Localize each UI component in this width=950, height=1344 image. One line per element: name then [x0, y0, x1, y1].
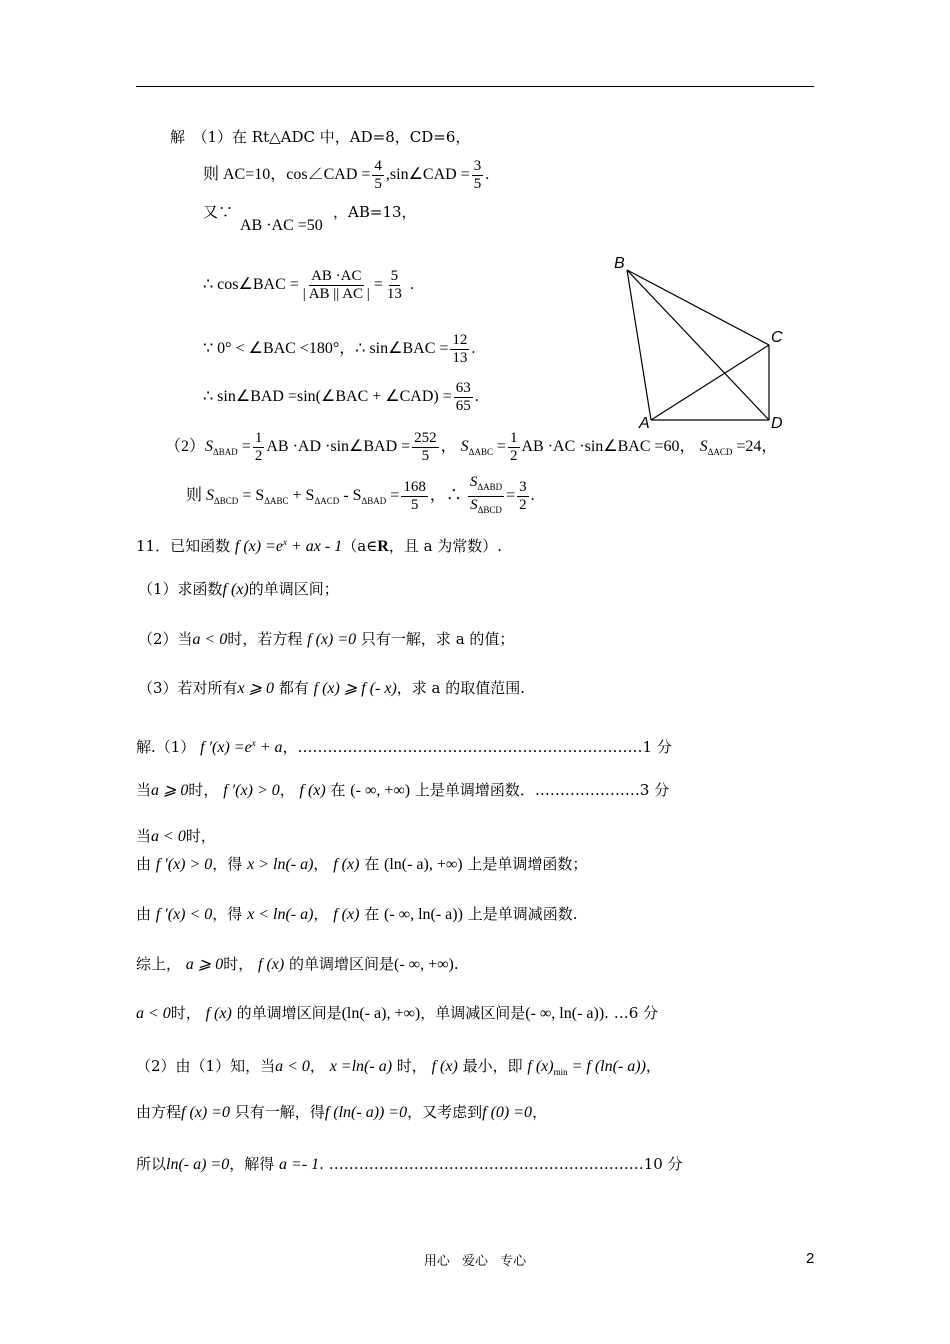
- quadrilateral-figure: [606, 250, 806, 440]
- sol10-line1: 解 （1）在 Rt△ADC 中，AD=8，CD=6，: [170, 128, 471, 146]
- sol11-line10: 所以ln(- a) =0，解得 a =- 1. ………………………………………………………10 分: [136, 1155, 683, 1173]
- vector-product: AB ·AC =50: [240, 217, 323, 234]
- sol11-line7: a < 0时， f (x) 的单调增区间是(ln(- a), +∞)，单调减区间是(- ∞, ln(- a)). …6 分: [136, 1004, 659, 1022]
- sol11-line1: 解.（1） f $'(x) =e^x + a$，……………………………………………………………1 分: [136, 738, 672, 756]
- q11-part1: （1）求函数f (x)的单调区间；: [138, 580, 339, 598]
- sol11-line2: 当a ⩾ 0时， f ′(x) > 0， f (x) 在 (- ∞, +∞) 上是单调增函数．…………………3 分: [136, 781, 670, 799]
- q11-stem: 11．已知函数 f $(x) =e^x$ + ax - 1（a∈R，且 a 为常数）.: [136, 537, 503, 555]
- vertex-a-label: A: [639, 415, 650, 432]
- header-rule: [136, 86, 814, 87]
- sol10-line5: ∵ 0° < ∠BAC <180°，∴ sin∠BAC = $\frac{12}{13}$ .: [203, 331, 476, 366]
- sol11-line5: 由 f ′(x) < 0，得 x < ln(- a)， f (x) 在 (- ∞, ln(- a)) 上是单调减函数.: [136, 905, 578, 923]
- sol10-part2-result: 则 $S_{\Delta BCD} = S_{\Delta ABC} + S_{\Delta ACD} - S_{\Delta BAD}$ = $\frac{168}{5}$ ，∴ $\frac{S_{\Delta ABD}}{S_{\Delta BCD}}$ = $\frac{3}{2}$ .: [186, 474, 535, 515]
- sol11-line9: 由方程f (x) =0 只有一解，得f (ln(- a)) =0，又考虑到f (0) =0，: [136, 1103, 548, 1121]
- sol11-line8: （2）由（1）知，当a < 0， x =ln(- a) 时， f (x) 最小，即 f $(x)_{min} = f$ (ln(- a))，: [136, 1057, 661, 1077]
- vertex-d-label: D: [771, 415, 783, 432]
- q11-part2: （2）当a < 0时，若方程 f (x) =0 只有一解，求 a 的值；: [138, 630, 515, 648]
- vertex-c-label: C: [771, 329, 783, 346]
- sol11-line3: 当a < 0时，: [136, 827, 216, 845]
- sol10-line2: 则 AC=10，cos∠CAD = $\frac{4}{5}$ ,sin∠CAD = $\frac{3}{5}$ .: [203, 157, 490, 192]
- page-footer: 用心 爱心 专心: [423, 1254, 527, 1269]
- sol10-line6: ∴ sin∠BAD =sin(∠BAC + ∠CAD) = $\frac{63}{65}$ .: [203, 379, 479, 414]
- sol10-line3: 又∵ ，AB=13，: [203, 203, 417, 221]
- sol10-line4: ∴ cos∠BAC = $\frac{AB \cdot AC}{| AB || AC |}$ = $\frac{5}{13}$ .: [203, 267, 414, 302]
- page-number: 2: [806, 1250, 815, 1267]
- sol10-part2: $(2)S_{\Delta BAD}$ = $\frac{1}{2}$ AB ·AD ·sin∠BAD = $\frac{252}{5}$ ， $S_{\Delta ABC}$ = $\frac{1}{2}$ AB ·AC ·sin∠BAC =60， $S_{\Delta ACD} =24$，: [165, 429, 778, 464]
- vertex-b-label: B: [614, 255, 625, 272]
- sol11-line4: 由 f ′(x) > 0，得 x > ln(- a)， f (x) 在 (ln(- a), +∞) 上是单调增函数；: [136, 855, 588, 873]
- sol11-line6: 综上， a ⩾ 0时， f (x) 的单调增区间是(- ∞, +∞).: [136, 955, 459, 973]
- q11-part3: （3）若对所有x ⩾ 0 都有 f (x) ⩾ f (- x)，求 a 的取值范围.: [138, 679, 526, 697]
